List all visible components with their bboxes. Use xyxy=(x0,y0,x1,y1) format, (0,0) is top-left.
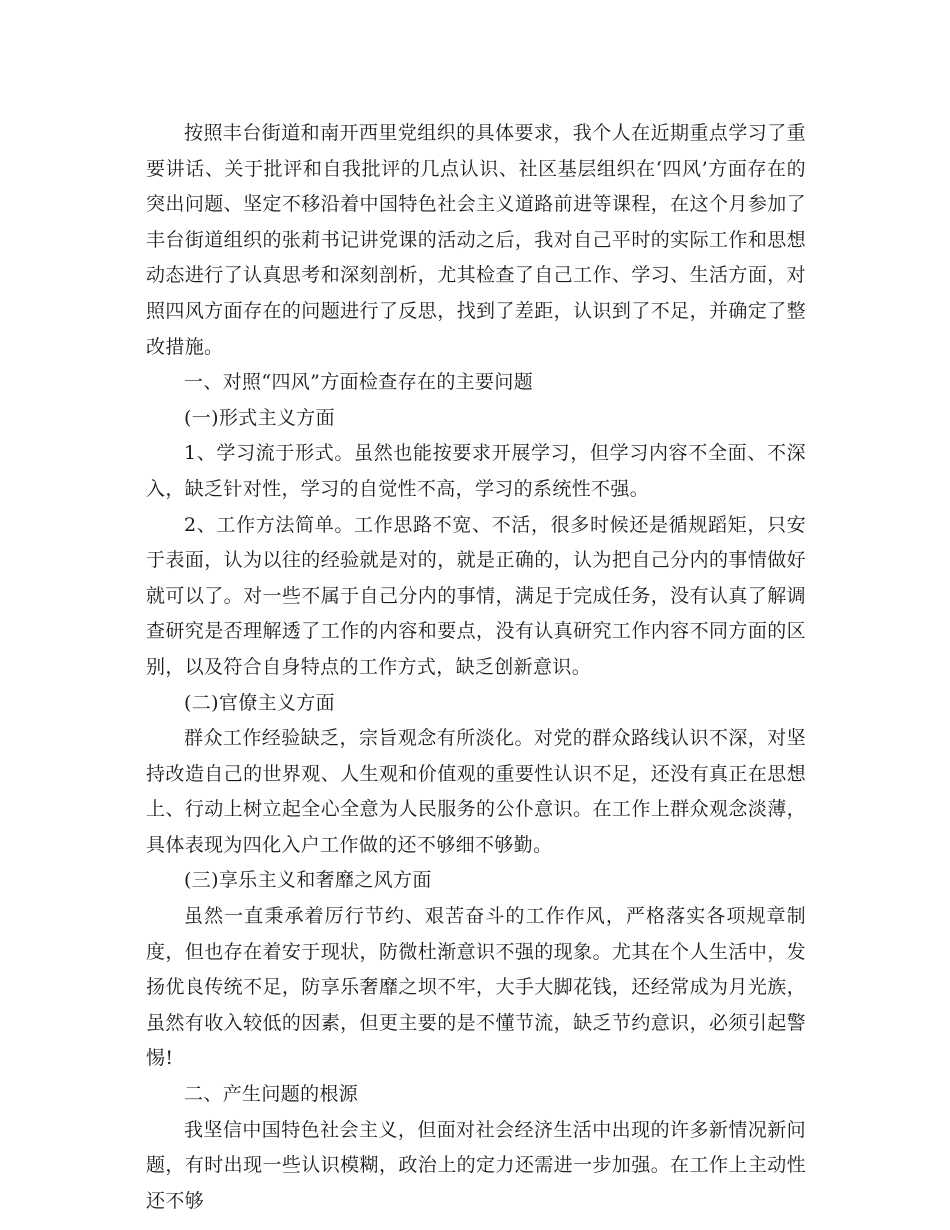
heading-section-2: 二、产生问题的根源 xyxy=(184,1083,359,1106)
paragraph-intro: 按照丰台街道和南开西里党组织的具体要求，我个人在近期重点学习了重要讲话、关于批评和自我批评的几点认识、社区基层组织在‘四风’方面存在的突出问题、坚定不移沿着中国特色社会主义道路前进等课程，在这个月参加了丰台街道组织的张莉书记讲党课的活动之后，我对自己平时的实际工作和思想动态进行了认真思考和深刻剖析，尤其检查了自己工作、学习、生活方面，对照四风方面存在的问题进行了反思，找到了差距，认识到了不足，并确定了整改措施。 xyxy=(146,122,806,358)
document-body xyxy=(146,116,806,1219)
paragraph-mass-work: 群众工作经验缺乏，宗旨观念有所淡化。对党的群众路线认识不深，对坚持改造自己的世界观、人生观和价值观的重要性认识不足，还没有真正在思想上、行动上树立起全心全意为人民服务的公仆意识。在工作上群众观念淡薄，具体表现为四化入户工作做的还不够细不够勤。 xyxy=(146,727,806,856)
paragraph-work-method: 2、工作方法简单。工作思路不宽、不活，很多时候还是循规蹈矩，只安于表面，认为以往的经验就是对的，就是正确的，认为把自己分内的事情做好就可以了。对一些不属于自己分内的事情，满足于完成任务，没有认真了解调查研究是否理解透了工作的内容和要点，没有认真研究工作内容不同方面的区别，以及符合自身特点的工作方式，缺乏创新意识。 xyxy=(146,513,806,678)
paragraph-frugality: 虽然一直秉承着厉行节约、艰苦奋斗的工作作风，严格落实各项规章制度，但也存在着安于现状，防微杜渐意识不强的现象。尤其在个人生活中，发扬优良传统不足，防享乐奢靡之坝不牢，大手大脚花钱，还经常成为月光族，虽然有收入较低的因素，但更主要的是不懂节流，缺乏节约意识，必须引起警惕! xyxy=(146,905,806,1070)
heading-section-1: 一、对照“四风”方面检查存在的主要问题 xyxy=(184,371,534,394)
paragraph-root-cause: 我坚信中国特色社会主义，但面对社会经济生活中出现的许多新情况新问题，有时出现一些认识模糊，政治上的定力还需进一步加强。在工作上主动性还不够 xyxy=(146,1118,806,1212)
heading-subsection-bureaucracy: (二)官僚主义方面 xyxy=(184,691,335,714)
heading-subsection-hedonism: (三)享乐主义和奢靡之风方面 xyxy=(184,869,432,892)
heading-subsection-formalism: (一)形式主义方面 xyxy=(184,406,335,429)
paragraph-study-formality: 1、学习流于形式。虽然也能按要求开展学习，但学习内容不全面、不深入，缺乏针对性，学习的自觉性不高，学习的系统性不强。 xyxy=(146,442,806,500)
